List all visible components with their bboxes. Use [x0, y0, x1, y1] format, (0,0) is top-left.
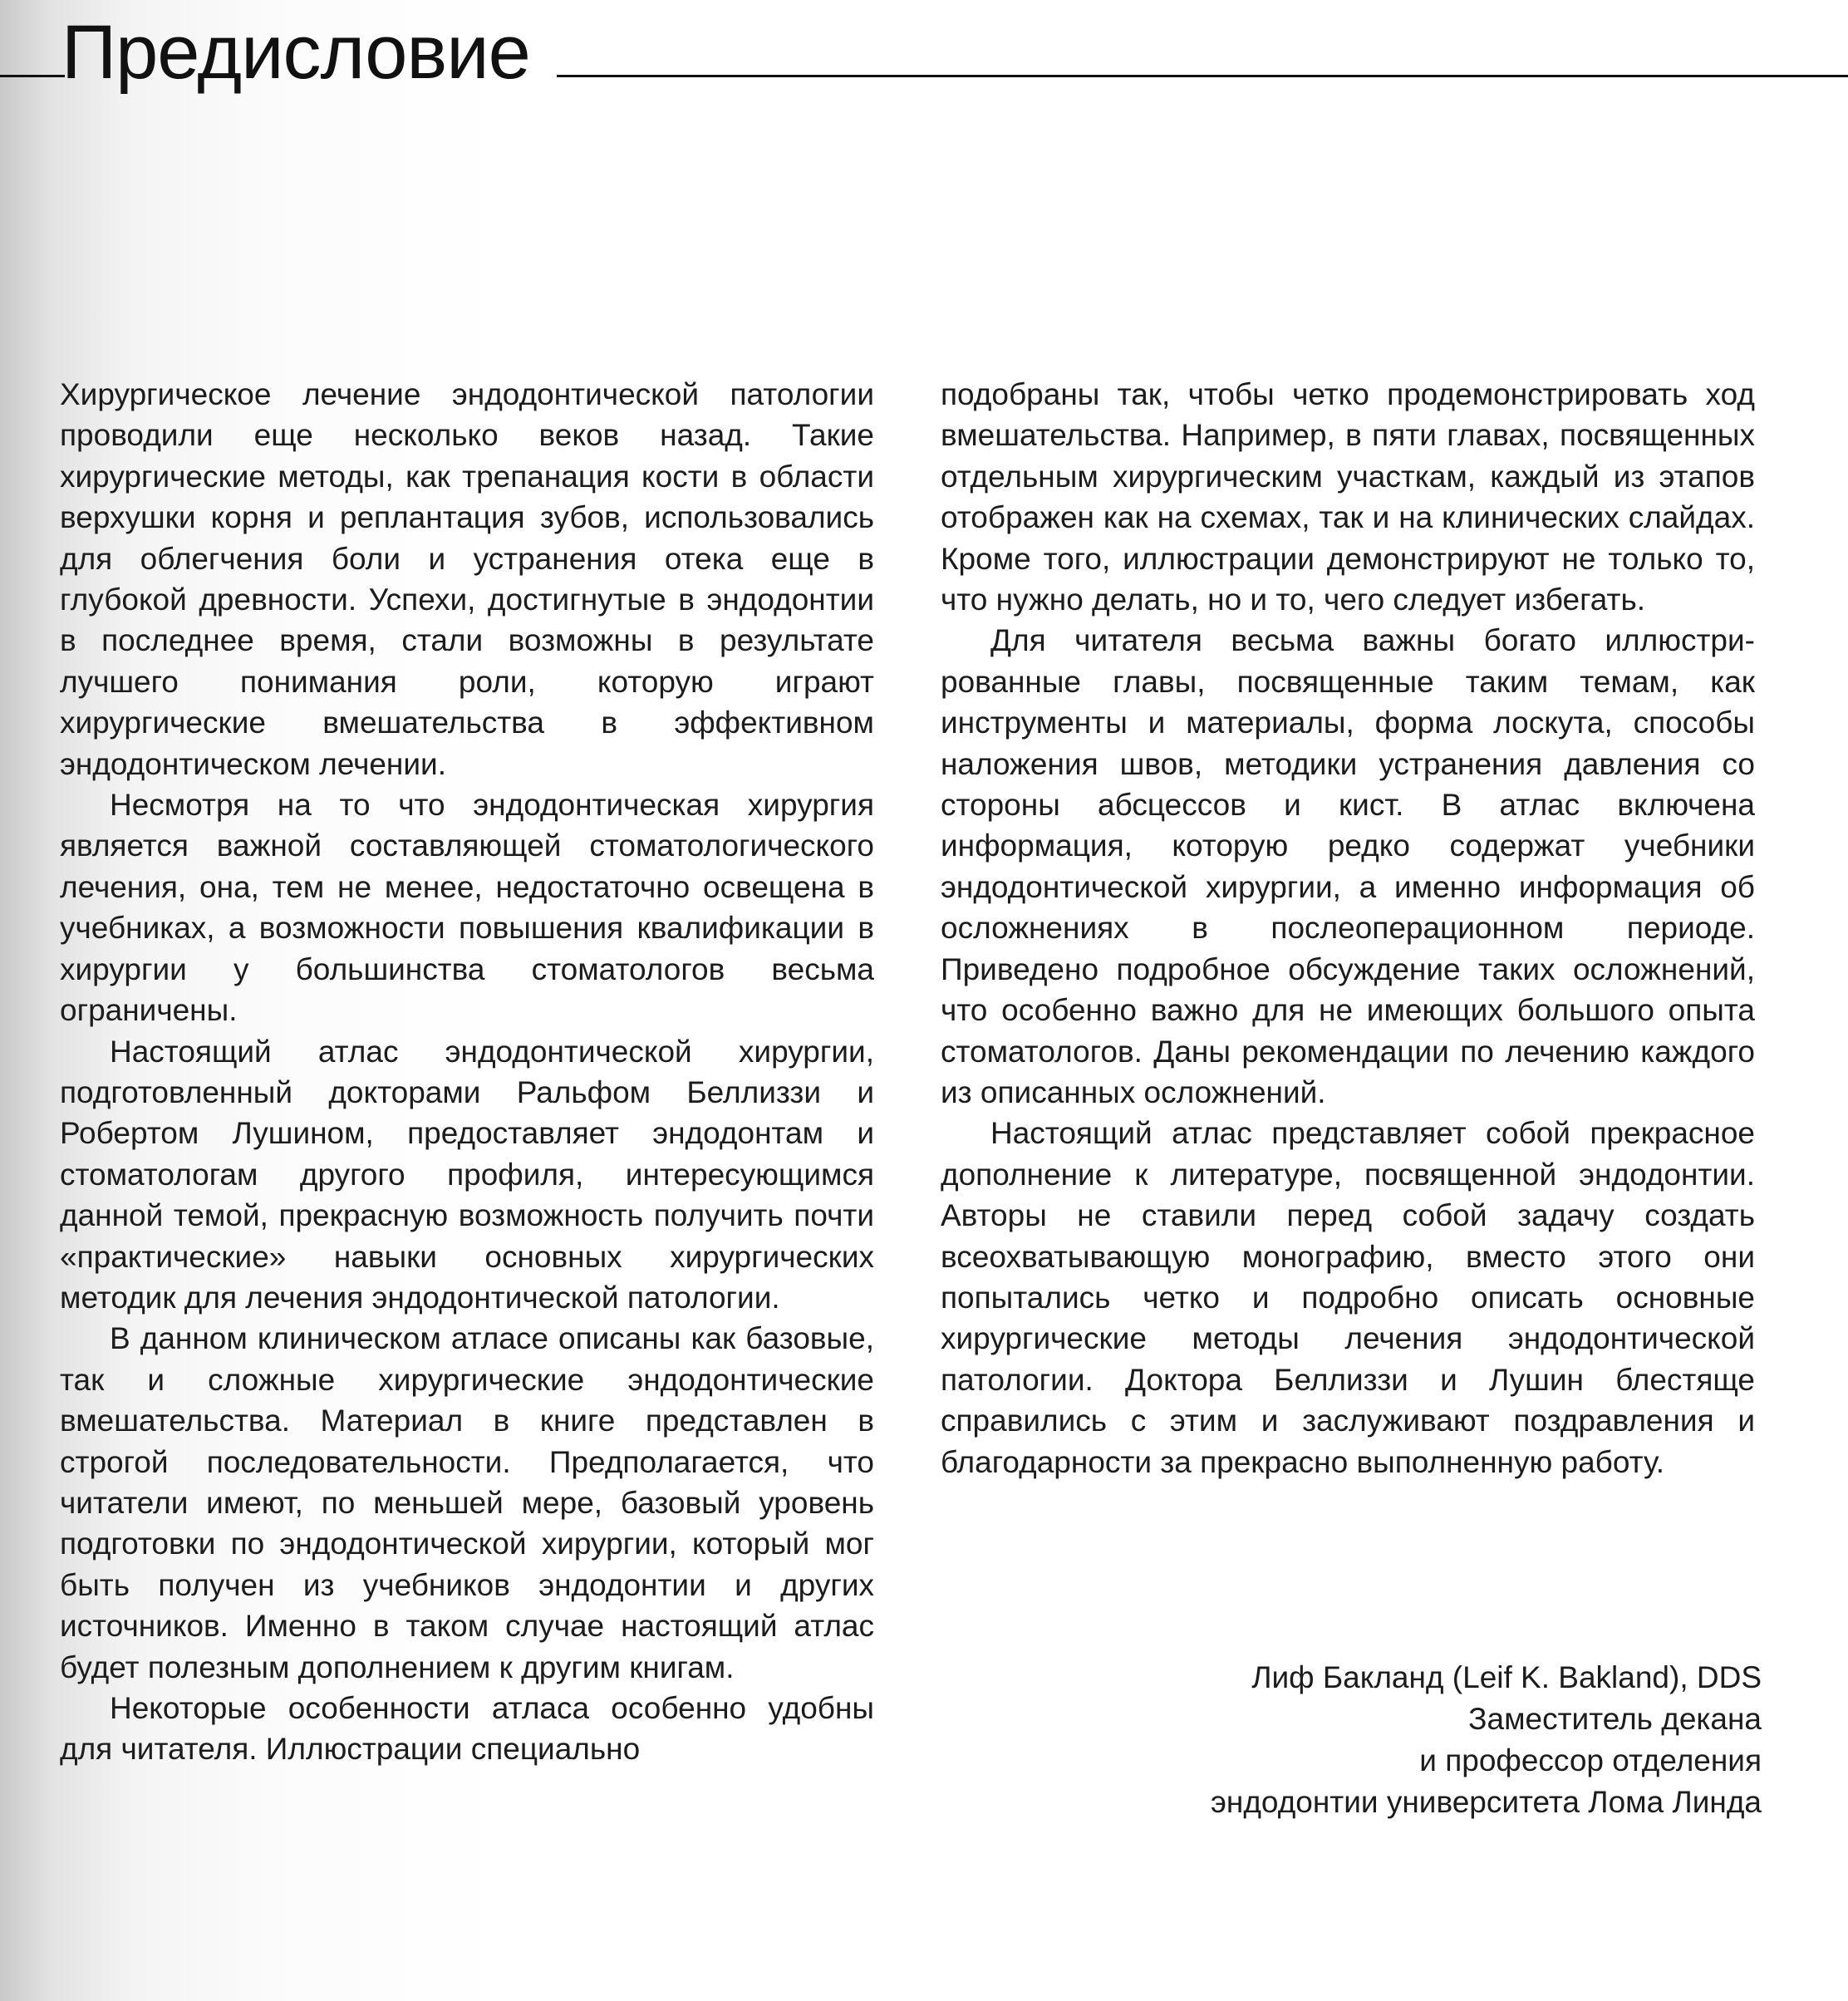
header-rule-left [0, 75, 65, 77]
signature-block [1211, 1657, 1762, 1823]
header-rule-right [557, 75, 1848, 77]
page-title: Предисловие [61, 10, 530, 95]
left-column [60, 374, 874, 1770]
signature-title-line: и профессор отделения [1419, 1743, 1762, 1777]
right-column [941, 374, 1755, 1482]
paragraph: Для читателя весьма важны богато иллюстрированные главы, посвященные таким темам, как инструменты и материалы, форма лоскута, способы наложения швов, методики устранения давления со стороны абсцессов и кист. В атлас включена информация, которую редко содержат учебники эндодонтической хирургии, а именно информация об осложнениях в послеоперационном периоде. Приведено подробное обсуждение таких осложнений, что особенно важно для не имеющих большого опыта стоматологов. Даны рекомендации по лечению каждого из описанных осложнений. [941, 623, 1755, 1109]
signature-name: Лиф Бакланд (Leif K. Bakland), DDS [1251, 1660, 1762, 1694]
paragraph: Некоторые особенности атласа особенно удобны для читателя. Иллюстрации специально [60, 1691, 874, 1767]
paragraph: В данном клиническом атласе описаны как базовые, так и сложные хирургические эндодонтические вмешательства. Материал в книге представлен в строгой последовательности. Предполагается, что читатели имеют, по меньшей мере, базовый уровень подготовки по эндодонтической хирургии, который мог быть получен из учебников эндодонтии и других источников. Именно в таком случае настоящий атлас будет полезным дополнением к другим книгам. [60, 1321, 874, 1684]
signature-title-line: Заместитель декана [1468, 1702, 1762, 1736]
paragraph: Настоящий атлас представляет собой прекрасное дополнение к литературе, посвященной эндодонтии. Авторы не ставили перед собой задачу создать всеохватывающую монографию, вместо этого они попытались четко и подробно описать основные хирургические методы лечения эндодонтической патологии. Доктора Беллиззи и Лушин блестяще справились с этим и заслуживают поздравления и благодарности за прекрасно выполненную работу. [941, 1116, 1755, 1479]
signature-title-line: эндодонтии университета Лома Линда [1211, 1785, 1762, 1819]
paragraph: Хирургическое лечение эндодонтической патологии проводили еще несколько веков назад. Такие хирургические методы, как трепанация кости в области верхушки корня и реплантация зубов, использовались для облегчения боли и устранения отека еще в глубокой древности. Успехи, достигнутые в эндодонтии в последнее время, стали возможны в результате лучшего понимания роли, которую играют хирургические вмешательства в эффективном эндодонтическом лечении. [60, 377, 874, 781]
paragraph: Настоящий атлас эндодонтической хирургии, подготовленный докторами Ральфом Беллиззи и Робертом Лушином, предоставляет эндодонтам и стоматологам другого профиля, интересующимся данной темой, прекрасную возможность получить почти «практические» навыки основных хирургических методик для лечения эндодонтической патологии. [60, 1034, 874, 1315]
paragraph: Несмотря на то что эндодонтическая хирургия является важной составляющей стоматологического лечения, она, тем не менее, недостаточно освещена в учебниках, а возможности повышения квалификации в хирургии у большинства стоматологов весьма ограничены. [60, 788, 874, 1028]
paragraph: подобраны так, чтобы четко продемонстрировать ход вмешательства. Например, в пяти главах, посвященных отдельным хирургическим участкам, каждый из этапов отображен как на схемах, так и на клинических слайдах. Кроме того, иллюстрации демонстрируют не только то, что нужно делать, но и то, чего следует избегать. [941, 377, 1755, 617]
